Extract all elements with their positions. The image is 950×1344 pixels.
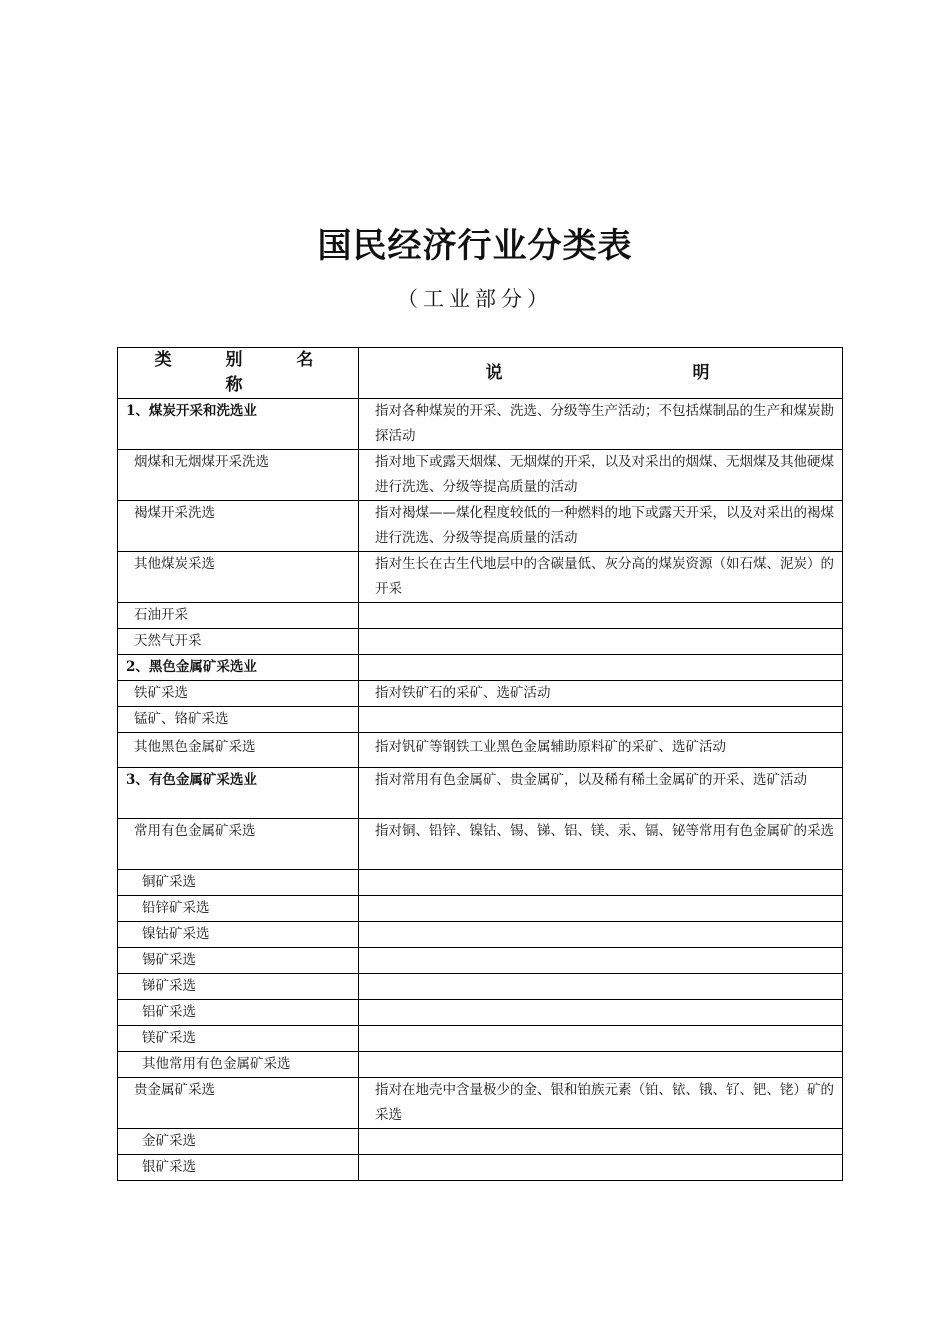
row-desc [359,1026,843,1052]
row-name: 常用有色金属矿采选 [118,819,359,870]
table-row [118,1155,843,1181]
industry-classification-table [117,347,843,1181]
row-name: 其他黑色金属矿采选 [118,733,359,768]
row-name: 金矿采选 [118,1129,359,1155]
table-row [118,501,843,552]
row-name: 锰矿、铬矿采选 [118,707,359,733]
table-row [118,1129,843,1155]
row-desc [359,1129,843,1155]
table-row [118,922,843,948]
row-name: 褐煤开采洗选 [118,501,359,552]
row-desc [359,629,843,655]
table-row [118,1026,843,1052]
row-name: 1、煤炭开采和洗选业 [118,399,359,450]
row-desc [359,603,843,629]
row-desc: 指对铜、铅锌、镍钴、锡、锑、铝、镁、汞、镉、铋等常用有色金属矿的采选 [359,819,843,870]
table-row [118,552,843,603]
table-row [118,655,843,681]
row-desc: 指对地下或露天烟煤、无烟煤的开采，以及对采出的烟煤、无烟煤及其他硬煤进行洗选、分级等提高质量的活动 [359,450,843,501]
header-category-name: 类 别 名 称 [118,348,359,399]
table-row [118,399,843,450]
table-row [118,974,843,1000]
row-name: 银矿采选 [118,1155,359,1181]
row-desc [359,655,843,681]
row-name: 其他煤炭采选 [118,552,359,603]
row-name: 镁矿采选 [118,1026,359,1052]
row-name: 其他常用有色金属矿采选 [118,1052,359,1078]
row-desc: 指对生长在古生代地层中的含碳量低、灰分高的煤炭资源（如石煤、泥炭）的开采 [359,552,843,603]
row-name: 烟煤和无烟煤开采洗选 [118,450,359,501]
table-row [118,733,843,768]
table-header-row [118,348,843,399]
table-row [118,450,843,501]
row-desc: 指对各种煤炭的开采、洗选、分级等生产活动；不包括煤制品的生产和煤炭勘探活动 [359,399,843,450]
row-desc: 指对在地壳中含量极少的金、银和铂族元素（铂、铱、锇、钌、钯、铑）矿的采选 [359,1078,843,1129]
row-name: 铜矿采选 [118,870,359,896]
row-name: 天然气开采 [118,629,359,655]
table-row [118,681,843,707]
row-desc [359,1000,843,1026]
row-desc [359,1052,843,1078]
row-name: 2、黑色金属矿采选业 [118,655,359,681]
table-row [118,948,843,974]
row-desc [359,870,843,896]
row-desc: 指对铁矿石的采矿、选矿活动 [359,681,843,707]
table-row [118,896,843,922]
table-row [118,1000,843,1026]
row-name: 镍钴矿采选 [118,922,359,948]
page-subtitle: （工业部分） [397,287,553,311]
row-desc [359,707,843,733]
row-name: 铁矿采选 [118,681,359,707]
table-row [118,819,843,870]
row-desc [359,1155,843,1181]
row-desc: 指对常用有色金属矿、贵金属矿，以及稀有稀土金属矿的开采、选矿活动 [359,768,843,819]
table-row [118,768,843,819]
row-name: 贵金属矿采选 [118,1078,359,1129]
row-name: 石油开采 [118,603,359,629]
page-title: 国民经济行业分类表 [317,226,633,266]
table-row [118,1052,843,1078]
table-row [118,870,843,896]
row-desc: 指对褐煤——煤化程度较低的一种燃料的地下或露天开采，以及对采出的褐煤进行洗选、分级等提高质量的活动 [359,501,843,552]
row-desc [359,922,843,948]
row-name: 铅锌矿采选 [118,896,359,922]
row-name: 铝矿采选 [118,1000,359,1026]
row-desc [359,974,843,1000]
row-desc [359,948,843,974]
row-name: 3、有色金属矿采选业 [118,768,359,819]
row-desc: 指对钒矿等钢铁工业黑色金属辅助原料矿的采矿、选矿活动 [359,733,843,768]
table-row [118,629,843,655]
table-row [118,1078,843,1129]
row-name: 锑矿采选 [118,974,359,1000]
row-desc [359,896,843,922]
table-row [118,603,843,629]
header-description: 说 明 [359,348,843,399]
table-row [118,707,843,733]
row-name: 锡矿采选 [118,948,359,974]
